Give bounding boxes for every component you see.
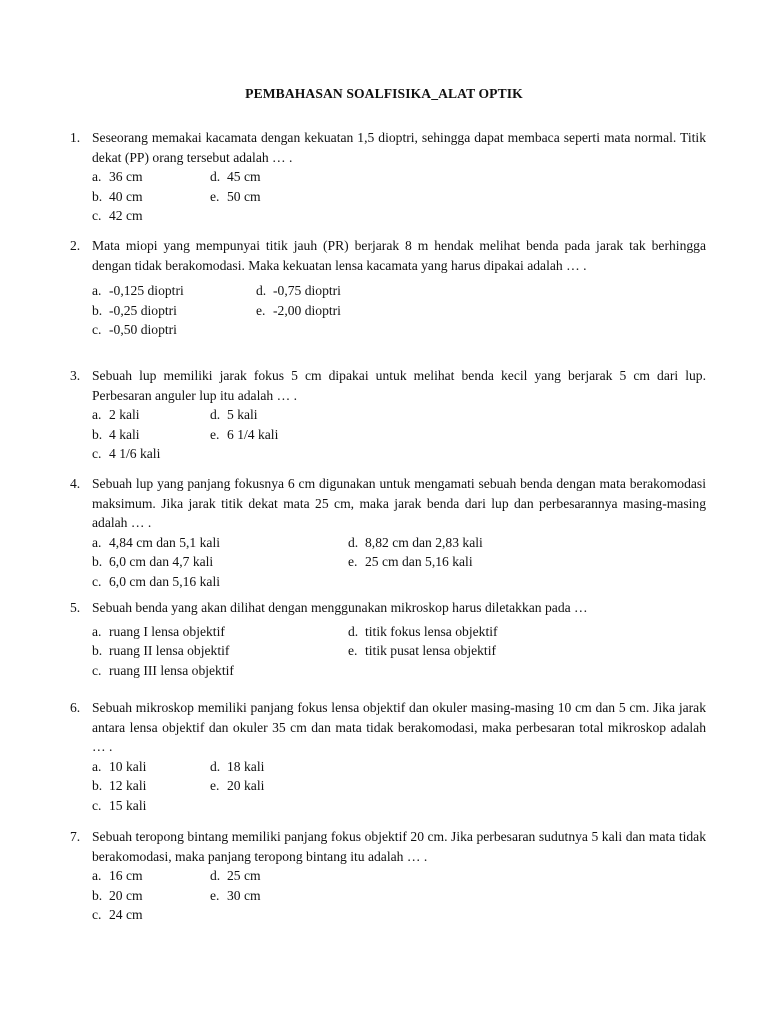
option-label: a.: [92, 623, 102, 639]
option-label: c.: [92, 322, 102, 337]
option-label: a.: [92, 868, 102, 883]
option-c: [92, 206, 143, 226]
option-label: e.: [210, 426, 220, 442]
question-number: 1.: [70, 130, 81, 145]
option-text: -0,50 dioptri: [109, 322, 177, 337]
question-5: [70, 598, 706, 681]
option-label: c.: [92, 573, 102, 589]
option-label: a.: [92, 758, 102, 774]
question-text: Sebuah teropong bintang memiliki panjang fokus objektif 20 cm. Jika perbesaran sudutnya 5 kali dan mata tidak berakomodasi, maka panjang teropong bintang itu adalah … .: [92, 829, 706, 864]
option-label: a.: [92, 407, 102, 422]
option-label: d.: [210, 169, 221, 184]
option-label: a.: [92, 169, 102, 184]
question-text: Seseorang memakai kacamata dengan kekuatan 1,5 dioptri, sehingga dapat membaca seperti mata normal. Titik dekat (PP) orang tersebut adalah … .: [92, 130, 706, 165]
option-label: d.: [348, 534, 359, 550]
option-label: c.: [92, 662, 102, 678]
option-text: 25 cm dan 5,16 kali: [365, 554, 473, 569]
option-text: 12 kali: [109, 778, 147, 793]
option-label: d.: [348, 623, 359, 639]
option-label: b.: [92, 887, 103, 903]
question-number: 4.: [70, 476, 81, 491]
option-text: 24 cm: [109, 907, 143, 922]
options-list: [92, 866, 706, 925]
option-text: -0,75 dioptri: [273, 283, 341, 298]
option-label: c.: [92, 797, 102, 813]
option-text: 6 1/4 kali: [227, 426, 279, 442]
option-label: a.: [92, 283, 102, 298]
option-text: 2 kali: [109, 407, 140, 422]
option-c: [92, 661, 234, 681]
options-list: [92, 281, 706, 340]
option-label: b.: [92, 302, 103, 318]
question-4: [70, 474, 706, 592]
question-text: Sebuah lup memiliki jarak fokus 5 cm dipakai untuk melihat benda kecil yang berjarak 5 cm dari lup. Perbesaran anguler lup itu adalah … .: [92, 368, 706, 403]
option-label: a.: [92, 534, 102, 550]
option-d: [348, 533, 483, 553]
option-text: 36 cm: [109, 169, 143, 184]
option-text: 8,82 cm dan 2,83 kali: [365, 534, 483, 550]
option-text: 18 kali: [227, 758, 265, 774]
option-label: e.: [256, 302, 266, 318]
option-text: titik fokus lensa objektif: [365, 623, 498, 639]
option-text: 42 cm: [109, 208, 143, 223]
question-7: [70, 827, 706, 925]
option-text: 20 cm: [109, 887, 143, 903]
options-list: [92, 533, 706, 592]
option-label: e.: [210, 188, 220, 204]
option-text: 40 cm: [109, 188, 143, 204]
option-text: titik pusat lensa objektif: [365, 643, 497, 658]
option-a: [92, 281, 184, 301]
option-c: [92, 444, 160, 464]
question-number: 7.: [70, 829, 81, 844]
option-text: -0,125 dioptri: [109, 283, 184, 298]
question-text: Sebuah mikroskop memiliki panjang fokus lensa objektif dan okuler masing-masing 10 cm dan 5 cm. Jika jarak antara lensa objektif dan okuler 35 cm dan mata tidak berakomodasi, maka perbesaran total mikroskop adalah … .: [92, 700, 706, 754]
option-a: [92, 866, 143, 886]
option-c: [92, 572, 220, 592]
option-label: b.: [92, 426, 103, 442]
option-label: c.: [92, 907, 102, 922]
option-label: b.: [92, 778, 103, 793]
option-text: ruang II lensa objektif: [109, 643, 230, 658]
question-6: [70, 698, 706, 816]
options-list: [92, 167, 706, 226]
option-e: [210, 187, 261, 207]
option-label: d.: [210, 758, 221, 774]
option-label: e.: [348, 643, 358, 658]
option-e: [210, 776, 264, 796]
option-b: [92, 552, 213, 572]
page-title: PEMBAHASAN SOALFISIKA_ALAT OPTIK: [245, 86, 523, 101]
question-number: 3.: [70, 368, 81, 383]
question-text: Mata miopi yang mempunyai titik jauh (PR) berjarak 8 m hendak melihat benda pada jarak tak berhingga dengan tidak berakomodasi. Maka kekuatan lensa kacamata yang harus dipakai adalah … .: [92, 238, 706, 273]
option-label: d.: [210, 407, 221, 422]
option-label: e.: [210, 887, 220, 903]
option-a: [92, 622, 225, 642]
option-text: -2,00 dioptri: [273, 302, 341, 318]
option-c: [92, 320, 177, 340]
option-text: 45 cm: [227, 169, 261, 184]
option-text: 5 kali: [227, 407, 258, 422]
option-text: 4 kali: [109, 426, 140, 442]
option-label: c.: [92, 208, 102, 223]
option-text: ruang III lensa objektif: [109, 662, 234, 678]
option-e: [348, 552, 473, 572]
option-e: [348, 641, 496, 661]
question-2: [70, 236, 706, 340]
option-b: [92, 886, 143, 906]
option-text: 4 1/6 kali: [109, 446, 161, 461]
options-list: [92, 757, 706, 816]
option-b: [92, 641, 229, 661]
option-d: [210, 167, 261, 187]
question-1: [70, 128, 706, 226]
option-b: [92, 301, 177, 321]
option-label: b.: [92, 554, 103, 569]
option-text: -0,25 dioptri: [109, 302, 177, 318]
option-label: d.: [210, 868, 221, 883]
option-text: 30 cm: [227, 887, 261, 903]
option-c: [92, 905, 143, 925]
option-text: 6,0 cm dan 4,7 kali: [109, 554, 214, 569]
option-b: [92, 425, 140, 445]
option-c: [92, 796, 146, 816]
options-list: [92, 622, 706, 681]
option-text: 16 cm: [109, 868, 143, 883]
option-text: 15 kali: [109, 797, 147, 813]
option-b: [92, 187, 143, 207]
option-text: 50 cm: [227, 188, 261, 204]
option-d: [210, 866, 261, 886]
option-d: [210, 405, 258, 425]
option-label: e.: [210, 778, 220, 793]
option-label: b.: [92, 188, 103, 204]
option-text: 4,84 cm dan 5,1 kali: [109, 534, 220, 550]
option-text: 6,0 cm dan 5,16 kali: [109, 573, 220, 589]
option-label: b.: [92, 643, 103, 658]
option-text: 25 cm: [227, 868, 261, 883]
option-b: [92, 776, 146, 796]
question-text: Sebuah benda yang akan dilihat dengan menggunakan mikroskop harus diletakkan pada …: [92, 600, 588, 615]
option-text: 10 kali: [109, 758, 147, 774]
option-label: e.: [348, 554, 358, 569]
option-a: [92, 405, 140, 425]
option-a: [92, 167, 143, 187]
question-text: Sebuah lup yang panjang fokusnya 6 cm digunakan untuk mengamati sebuah benda dengan mata berakomodasi maksimum. Jika jarak titik dekat mata 25 cm, maka jarak benda dari lup dan perbesarannya masing-masing adalah … .: [92, 476, 706, 530]
question-number: 5.: [70, 600, 81, 615]
options-list: [92, 405, 706, 464]
option-a: [92, 533, 220, 553]
option-d: [256, 281, 341, 301]
question-number: 6.: [70, 700, 81, 715]
option-a: [92, 757, 146, 777]
option-text: 20 kali: [227, 778, 265, 793]
option-d: [210, 757, 264, 777]
option-label: c.: [92, 446, 102, 461]
option-text: ruang I lensa objektif: [109, 623, 225, 639]
option-label: d.: [256, 283, 267, 298]
option-e: [210, 886, 261, 906]
option-e: [210, 425, 278, 445]
option-e: [256, 301, 341, 321]
question-number: 2.: [70, 238, 81, 253]
question-3: [70, 366, 706, 464]
option-d: [348, 622, 498, 642]
